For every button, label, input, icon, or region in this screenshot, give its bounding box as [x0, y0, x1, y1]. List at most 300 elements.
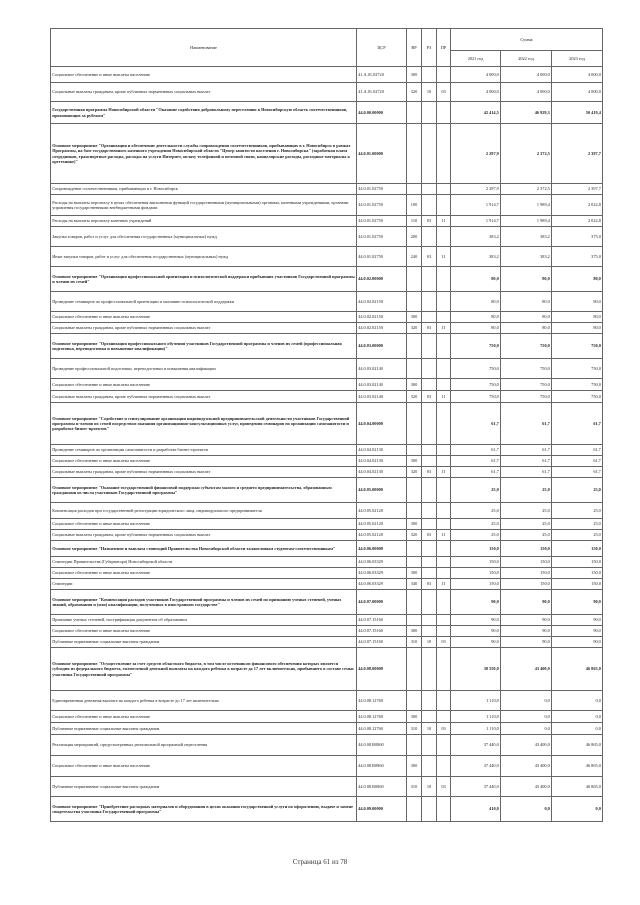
row-name: Основное мероприятие "Назначение и выплата стипендий Правительства Новосибирской области талантливым студентам-соотечественникам": [51, 541, 357, 557]
row-vr: [407, 478, 422, 503]
row-rz: [422, 334, 437, 359]
header-year-3: 2023 год: [552, 50, 603, 66]
row-pr: [437, 227, 451, 247]
row-rz: [422, 691, 437, 711]
row-sum-2023: 61,7: [552, 445, 603, 456]
row-vr: 300: [407, 711, 422, 723]
table-body: [51, 67, 603, 822]
row-vr: 240: [407, 247, 422, 267]
row-sum-2023: 46 865,0: [552, 735, 603, 756]
row-sum-2023: 2 022,8: [552, 195, 603, 216]
row-sum-2021: 150,0: [451, 579, 501, 590]
row-vr: [407, 735, 422, 756]
row-sum-2022: 25,0: [501, 478, 552, 503]
header-csr: ЦСР: [357, 29, 407, 67]
row-csr: 41.А.01.02720: [357, 67, 407, 83]
row-csr: 44.0.01.02750: [357, 227, 407, 247]
table-row: [51, 216, 603, 227]
row-pr: [437, 124, 451, 184]
row-rz: [422, 195, 437, 216]
row-name: Основное мероприятие "Осуществление за счет средств областного бюджета, в том числе источником финансового обеспечения которых является субсидия из федерального бюджета, ежемесячной денежной выплаты на каждого ребенка в возрасте до 17 лет включительно, прибывшего в составе семьи участника Государственной программы": [51, 648, 357, 691]
row-csr: 44.0.08.R0860: [357, 735, 407, 756]
row-name: Социальное обеспечение и иные выплаты населению: [51, 756, 357, 777]
row-sum-2022: 750,0: [501, 391, 552, 403]
table-row: [51, 267, 603, 292]
row-pr: 11: [437, 216, 451, 227]
row-csr: 44.0.02.02150: [357, 292, 407, 312]
row-csr: 44.0.02.02150: [357, 323, 407, 334]
row-rz: [422, 67, 437, 83]
row-sum-2023: 150,0: [552, 579, 603, 590]
row-vr: 300: [407, 67, 422, 83]
table-row: [51, 83, 603, 102]
table-row: [51, 568, 603, 579]
table-row: [51, 579, 603, 590]
row-vr: [407, 648, 422, 691]
row-sum-2021: 2 297,9: [451, 184, 501, 195]
row-sum-2022: 0,0: [501, 691, 552, 711]
row-vr: 300: [407, 756, 422, 777]
row-rz: 03: [422, 579, 437, 590]
row-sum-2023: 0,0: [552, 723, 603, 735]
row-sum-2022: 61,7: [501, 456, 552, 467]
row-sum-2022: 43 400,0: [501, 756, 552, 777]
row-name: Основное мероприятие "Оказание государственной финансовой поддержки субъектам малого и среднего предпринимательства, образованным гражданами из числа участников Государственной программы": [51, 478, 357, 503]
row-sum-2022: 150,0: [501, 541, 552, 557]
row-sum-2021: 37 440,0: [451, 756, 501, 777]
row-vr: [407, 797, 422, 822]
row-sum-2022: 90,0: [501, 626, 552, 637]
table-row: [51, 626, 603, 637]
row-sum-2022: 80,0: [501, 292, 552, 312]
row-rz: [422, 615, 437, 626]
row-pr: 03: [437, 723, 451, 735]
row-name: Закупка товаров, работ и услуг для обеспечения государственных (муниципальных) нужд: [51, 227, 357, 247]
row-rz: [422, 503, 437, 519]
table-row: [51, 184, 603, 195]
row-name: Социальное обеспечение и иные выплаты населению: [51, 626, 357, 637]
row-rz: [422, 359, 437, 379]
row-pr: [437, 691, 451, 711]
row-vr: [407, 503, 422, 519]
row-csr: 44.0.08.00000: [357, 648, 407, 691]
row-name: Основное мероприятие "Организация профессиональной ориентации и психологической поддержки прибывших участников Государственной программы и членов их семей": [51, 267, 357, 292]
row-name: Социальное обеспечение и иные выплаты населению: [51, 519, 357, 530]
budget-table: [50, 28, 603, 822]
row-sum-2023: 80,0: [552, 292, 603, 312]
row-pr: [437, 67, 451, 83]
row-sum-2023: 50 419,4: [552, 102, 603, 124]
row-sum-2023: 46 865,0: [552, 777, 603, 797]
row-sum-2023: 2 022,8: [552, 216, 603, 227]
row-vr: [407, 691, 422, 711]
row-sum-2023: 150,0: [552, 541, 603, 557]
row-csr: 44.0.04.02130: [357, 456, 407, 467]
row-vr: 310: [407, 777, 422, 797]
row-sum-2022: 90,0: [501, 615, 552, 626]
row-sum-2022: 25,0: [501, 503, 552, 519]
row-rz: [422, 797, 437, 822]
row-rz: [422, 756, 437, 777]
row-rz: [422, 519, 437, 530]
row-sum-2022: 43 400,0: [501, 777, 552, 797]
row-pr: [437, 711, 451, 723]
table-row: [51, 124, 603, 184]
row-sum-2023: 750,0: [552, 391, 603, 403]
row-sum-2021: 25,0: [451, 503, 501, 519]
row-csr: 44.0.03.02140: [357, 391, 407, 403]
row-sum-2023: 0,0: [552, 691, 603, 711]
row-sum-2021: 80,0: [451, 312, 501, 323]
row-pr: [437, 756, 451, 777]
row-vr: [407, 102, 422, 124]
table-row: [51, 467, 603, 478]
row-name: Основное мероприятие "Содействие и стимулирование организации индивидуальной предпринимательской деятельности участников Государственной программы и членов их семей посредством оказания организационно-консультационных услуг, проведения семинаров по организации самозанятости и разработке бизнес-проектов": [51, 403, 357, 445]
row-sum-2022: 150,0: [501, 568, 552, 579]
row-pr: [437, 195, 451, 216]
table-header: [51, 29, 603, 67]
row-rz: [422, 735, 437, 756]
row-csr: 44.0.09.00000: [357, 797, 407, 822]
table-row: [51, 503, 603, 519]
row-vr: [407, 124, 422, 184]
row-rz: [422, 648, 437, 691]
row-sum-2021: 61,7: [451, 467, 501, 478]
table-row: [51, 557, 603, 568]
row-rz: [422, 312, 437, 323]
header-name: Наименование: [51, 29, 357, 67]
row-csr: 44.0.01.02750: [357, 184, 407, 195]
row-vr: 300: [407, 568, 422, 579]
row-sum-2022: 150,0: [501, 579, 552, 590]
row-rz: 03: [422, 216, 437, 227]
row-sum-2022: 46 929,3: [501, 102, 552, 124]
row-csr: 44.0.05.02120: [357, 503, 407, 519]
row-sum-2021: 37 440,0: [451, 735, 501, 756]
row-rz: [422, 184, 437, 195]
row-sum-2022: 25,0: [501, 519, 552, 530]
row-name: Проведение семинаров по профессиональной ориентации и оказанию психологической поддержки: [51, 292, 357, 312]
row-sum-2023: 61,7: [552, 403, 603, 445]
row-pr: [437, 292, 451, 312]
row-sum-2021: 4 000,0: [451, 83, 501, 102]
row-rz: [422, 102, 437, 124]
row-rz: 03: [422, 323, 437, 334]
row-pr: 11: [437, 391, 451, 403]
row-vr: [407, 267, 422, 292]
row-sum-2021: 4 000,0: [451, 67, 501, 83]
row-csr: 44.0.04.00000: [357, 403, 407, 445]
row-name: Государственная программа Новосибирской области "Оказание содействия добровольному переселению в Новосибирскую область соотечественников, проживающих за рубежом": [51, 102, 357, 124]
row-sum-2023: 90,0: [552, 626, 603, 637]
row-sum-2021: 1 110,0: [451, 711, 501, 723]
row-pr: 11: [437, 530, 451, 541]
header-pr: ПР: [437, 29, 451, 67]
row-name: Социальные выплаты гражданам, кроме публичных нормативных социальных выплат: [51, 323, 357, 334]
row-sum-2023: 61,7: [552, 467, 603, 478]
row-vr: 320: [407, 467, 422, 478]
row-sum-2023: 150,0: [552, 568, 603, 579]
row-name: Социальное обеспечение и иные выплаты населению: [51, 312, 357, 323]
table-row: [51, 530, 603, 541]
row-rz: [422, 403, 437, 445]
row-csr: 44.0.05.02120: [357, 530, 407, 541]
row-name: Социальные выплаты гражданам, кроме публичных нормативных социальных выплат: [51, 467, 357, 478]
table-row: [51, 292, 603, 312]
row-name: Единовременная денежная выплата на каждого ребенка в возрасте до 17 лет включительно: [51, 691, 357, 711]
row-pr: [437, 359, 451, 379]
row-sum-2022: 43 400,0: [501, 735, 552, 756]
table-row: [51, 379, 603, 391]
row-csr: 44.0.01.02750: [357, 247, 407, 267]
row-vr: 310: [407, 723, 422, 735]
row-sum-2022: 150,0: [501, 557, 552, 568]
row-sum-2021: 61,7: [451, 456, 501, 467]
row-pr: [437, 557, 451, 568]
row-vr: 320: [407, 391, 422, 403]
row-sum-2023: 90,0: [552, 590, 603, 615]
row-vr: [407, 445, 422, 456]
row-csr: 44.0.08.R0860: [357, 756, 407, 777]
row-sum-2022: 1 989,4: [501, 195, 552, 216]
row-sum-2023: 46 865,0: [552, 648, 603, 691]
row-rz: [422, 568, 437, 579]
table-row: [51, 723, 603, 735]
row-sum-2023: 61,7: [552, 456, 603, 467]
row-pr: [437, 615, 451, 626]
row-rz: 03: [422, 247, 437, 267]
table-row: [51, 391, 603, 403]
row-vr: 300: [407, 519, 422, 530]
row-sum-2021: 25,0: [451, 530, 501, 541]
row-sum-2022: 0,0: [501, 711, 552, 723]
row-sum-2022: 0,0: [501, 723, 552, 735]
row-rz: [422, 478, 437, 503]
row-pr: 11: [437, 323, 451, 334]
header-year-2: 2022 год: [501, 50, 552, 66]
header-rz: РЗ: [422, 29, 437, 67]
row-sum-2022: 750,0: [501, 334, 552, 359]
row-pr: [437, 541, 451, 557]
row-sum-2023: 750,0: [552, 379, 603, 391]
row-rz: [422, 557, 437, 568]
row-sum-2023: 80,0: [552, 267, 603, 292]
row-sum-2021: 90,0: [451, 626, 501, 637]
row-sum-2023: 4 000,0: [552, 83, 603, 102]
row-sum-2023: 46 865,0: [552, 756, 603, 777]
row-vr: 200: [407, 227, 422, 247]
row-sum-2021: 2 297,9: [451, 124, 501, 184]
row-rz: 03: [422, 530, 437, 541]
row-pr: [437, 478, 451, 503]
row-sum-2022: 90,0: [501, 590, 552, 615]
row-sum-2021: 25,0: [451, 519, 501, 530]
row-sum-2021: 750,0: [451, 379, 501, 391]
row-sum-2023: 25,0: [552, 530, 603, 541]
row-csr: 44.0.07.00000: [357, 590, 407, 615]
row-csr: 44.0.01.02750: [357, 195, 407, 216]
table-row: [51, 777, 603, 797]
row-sum-2021: 61,7: [451, 403, 501, 445]
row-csr: 44.0.06.00000: [357, 541, 407, 557]
row-name: Основное мероприятие "Приобретение расходных материалов и оборудования в целях оказания государственной услуги по оформлению, выдаче и замене свидетельства участника Государственной программы": [51, 797, 357, 822]
table-row: [51, 247, 603, 267]
row-sum-2023: 90,0: [552, 637, 603, 648]
row-sum-2023: 4 000,0: [552, 67, 603, 83]
table-row: [51, 478, 603, 503]
row-sum-2021: 80,0: [451, 267, 501, 292]
row-sum-2021: 1 914,7: [451, 216, 501, 227]
row-name: Социальное обеспечение и иные выплаты населению: [51, 456, 357, 467]
row-rz: [422, 379, 437, 391]
row-sum-2022: 80,0: [501, 267, 552, 292]
row-rz: [422, 445, 437, 456]
row-vr: [407, 615, 422, 626]
row-csr: 44.0.06.03329: [357, 568, 407, 579]
row-name: Социальные выплаты гражданам, кроме публичных нормативных социальных выплат: [51, 391, 357, 403]
row-pr: [437, 267, 451, 292]
row-rz: [422, 590, 437, 615]
row-csr: 44.0.06.03329: [357, 557, 407, 568]
row-csr: 44.0.05.02120: [357, 519, 407, 530]
page-number: Страница 61 из 78: [292, 858, 348, 866]
row-csr: 44.0.08.R0860: [357, 777, 407, 797]
table-row: [51, 403, 603, 445]
row-csr: 44.0.07.15160: [357, 615, 407, 626]
table-row: [51, 637, 603, 648]
row-sum-2023: 150,0: [552, 557, 603, 568]
row-pr: [437, 102, 451, 124]
row-vr: [407, 292, 422, 312]
row-sum-2022: 750,0: [501, 379, 552, 391]
row-sum-2021: 80,0: [451, 292, 501, 312]
row-name: Проведение профессиональной подготовки, переподготовки и повышения квалификации: [51, 359, 357, 379]
row-name: Социальные выплаты гражданам, кроме публичных нормативных социальных выплат: [51, 530, 357, 541]
header-sum: Сумма: [451, 29, 603, 51]
row-sum-2021: 383,2: [451, 247, 501, 267]
row-rz: 03: [422, 391, 437, 403]
row-pr: [437, 184, 451, 195]
row-sum-2021: 25,0: [451, 478, 501, 503]
row-vr: [407, 359, 422, 379]
table-row: [51, 334, 603, 359]
row-name: Социальное обеспечение и иные выплаты населению: [51, 711, 357, 723]
row-sum-2023: 25,0: [552, 503, 603, 519]
table-row: [51, 541, 603, 557]
row-pr: 03: [437, 777, 451, 797]
row-vr: 100: [407, 195, 422, 216]
table-row: [51, 312, 603, 323]
row-vr: 320: [407, 323, 422, 334]
row-vr: [407, 541, 422, 557]
row-sum-2022: 0,0: [501, 797, 552, 822]
row-sum-2022: 383,2: [501, 227, 552, 247]
row-pr: [437, 312, 451, 323]
row-vr: [407, 590, 422, 615]
row-csr: 44.0.04.02130: [357, 467, 407, 478]
row-sum-2021: 38 550,0: [451, 648, 501, 691]
row-name: Основное мероприятие "Компенсация расходов участников Государственной программы и членов их семей по признанию ученых степеней, ученых званий, образования и (или) квалификации, полученных в иностранном государстве": [51, 590, 357, 615]
row-sum-2023: 2 397,7: [552, 124, 603, 184]
row-sum-2022: 2 372,5: [501, 184, 552, 195]
row-sum-2023: 750,0: [552, 359, 603, 379]
table-row: [51, 615, 603, 626]
row-sum-2021: 37 440,0: [451, 777, 501, 797]
row-sum-2023: 25,0: [552, 519, 603, 530]
row-name: Стипендии Правительства (Губернатора) Новосибирской области: [51, 557, 357, 568]
row-vr: 110: [407, 216, 422, 227]
table-row: [51, 691, 603, 711]
row-csr: 44.0.02.00000: [357, 267, 407, 292]
row-sum-2021: 750,0: [451, 359, 501, 379]
row-csr: 44.0.08.12760: [357, 723, 407, 735]
row-pr: [437, 568, 451, 579]
row-vr: 300: [407, 312, 422, 323]
row-rz: [422, 626, 437, 637]
row-sum-2022: 80,0: [501, 323, 552, 334]
row-csr: 44.0.07.15160: [357, 626, 407, 637]
row-sum-2023: 750,0: [552, 334, 603, 359]
row-sum-2021: 80,0: [451, 323, 501, 334]
table-row: [51, 590, 603, 615]
table-row: [51, 756, 603, 777]
table-row: [51, 711, 603, 723]
table-row: [51, 445, 603, 456]
row-name: Основное мероприятие "Организация профессионального обучения участников Государственной программы и членов их семей (профессиональная подготовка, переподготовка и повышение квалификации)": [51, 334, 357, 359]
row-name: Компенсация расходов при государственной регистрации юридического лица, индивидуального предпринимателя: [51, 503, 357, 519]
row-csr: 44.0.01.00000: [357, 124, 407, 184]
row-name: Публичные нормативные социальные выплаты гражданам: [51, 637, 357, 648]
row-rz: [422, 456, 437, 467]
header-vr: ВР: [407, 29, 422, 67]
row-sum-2021: 150,0: [451, 568, 501, 579]
table-row: [51, 195, 603, 216]
row-pr: [437, 503, 451, 519]
row-csr: 44.0.01.02750: [357, 216, 407, 227]
document-page: [50, 28, 602, 822]
row-rz: [422, 124, 437, 184]
row-pr: 03: [437, 83, 451, 102]
row-name: Социальные выплаты гражданам, кроме публичных нормативных социальных выплат: [51, 83, 357, 102]
header-year-1: 2021 год: [451, 50, 501, 66]
row-rz: [422, 267, 437, 292]
table-row: [51, 797, 603, 822]
row-pr: [437, 590, 451, 615]
row-sum-2023: 375,0: [552, 247, 603, 267]
row-vr: 310: [407, 637, 422, 648]
row-vr: 320: [407, 530, 422, 541]
row-vr: [407, 403, 422, 445]
row-vr: [407, 557, 422, 568]
row-sum-2022: 61,7: [501, 445, 552, 456]
row-sum-2021: 90,0: [451, 615, 501, 626]
row-csr: 41.А.01.02720: [357, 83, 407, 102]
row-sum-2021: 410,0: [451, 797, 501, 822]
row-name: Публичные нормативные социальные выплаты гражданам: [51, 723, 357, 735]
row-csr: 44.0.08.12760: [357, 691, 407, 711]
row-sum-2023: 0,0: [552, 797, 603, 822]
row-vr: [407, 184, 422, 195]
row-vr: 300: [407, 626, 422, 637]
row-name: Сопровождение соотечественников, прибывающих в г. Новосибирск: [51, 184, 357, 195]
row-sum-2021: 150,0: [451, 541, 501, 557]
row-sum-2023: 375,0: [552, 227, 603, 247]
table-row: [51, 648, 603, 691]
row-vr: 340: [407, 579, 422, 590]
row-name: Публичные нормативные социальные выплаты гражданам: [51, 777, 357, 797]
table-row: [51, 456, 603, 467]
row-sum-2022: 4 000,0: [501, 67, 552, 83]
